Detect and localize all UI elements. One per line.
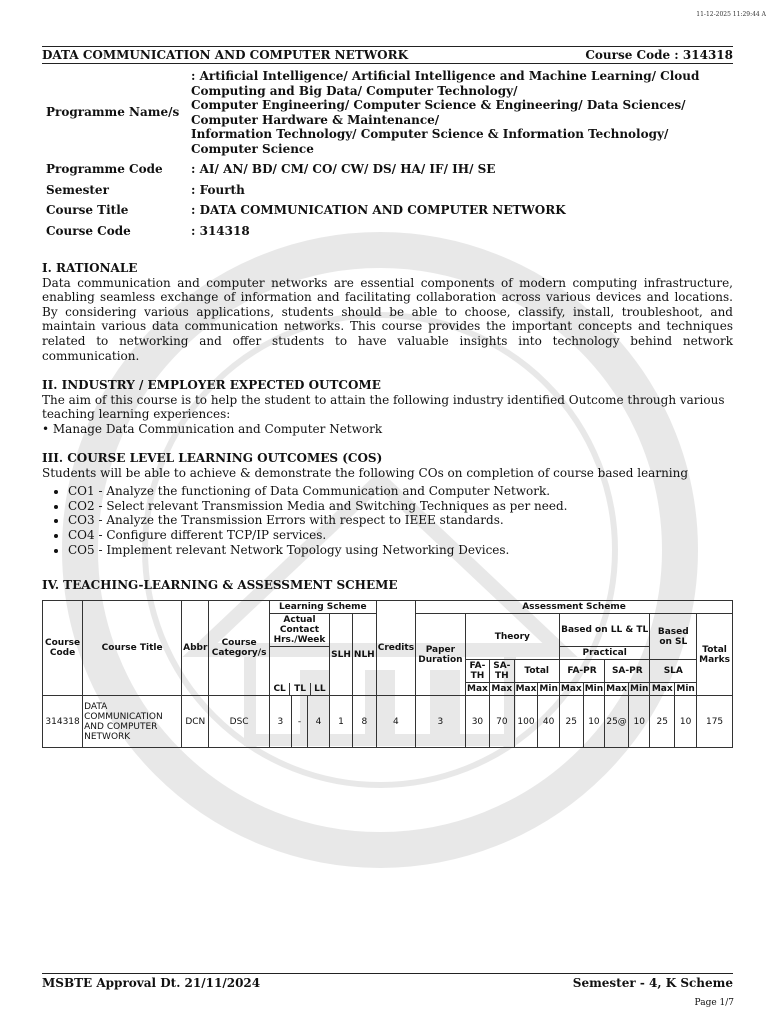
cell-title: DATA COMMUNICATION AND COMPUTER NETWORK bbox=[83, 696, 182, 748]
cell-sa-pr-min: 10 bbox=[629, 696, 650, 748]
th-min: Min bbox=[584, 684, 604, 694]
course-code-value: : 314318 bbox=[191, 223, 250, 238]
cell-category: DSC bbox=[209, 696, 269, 748]
approval-date: MSBTE Approval Dt. 21/11/2024 bbox=[42, 976, 261, 990]
th-cl: CL bbox=[270, 683, 290, 695]
scheme-section bbox=[42, 578, 733, 593]
th-ll: LL bbox=[314, 684, 326, 694]
page-footer bbox=[42, 973, 733, 990]
th-course-code: Course Code bbox=[43, 601, 83, 696]
course-code-label: Course Code bbox=[46, 223, 131, 238]
page-header bbox=[42, 46, 733, 64]
cell-sla-max: 25 bbox=[650, 696, 675, 748]
outcome-heading: II. INDUSTRY / EMPLOYER EXPECTED OUTCOME bbox=[42, 378, 381, 392]
course-title-label: Course Title bbox=[46, 203, 129, 217]
cell-tl: - bbox=[292, 696, 308, 748]
th-sa-pr: SA-PR bbox=[605, 660, 650, 683]
outcome-text: The aim of this course is to help the student to attain the following industry identified Outcome through various teaching learning experiences: bbox=[42, 392, 725, 422]
th-sla: SLA bbox=[650, 660, 697, 683]
course-code-row bbox=[42, 221, 733, 242]
cell-nlh: 8 bbox=[352, 696, 376, 748]
cell-slh: 1 bbox=[330, 696, 353, 748]
th-contact-hours: Actual Contact Hrs./Week bbox=[269, 614, 329, 647]
cell-ll: 4 bbox=[307, 696, 329, 748]
th-category: Course Category/s bbox=[209, 601, 269, 696]
th-learning-scheme: Learning Scheme bbox=[269, 601, 376, 614]
course-title-value: : DATA COMMUNICATION AND COMPUTER NETWORK bbox=[191, 203, 566, 217]
print-timestamp: 11-12-2025 11:29:44 A bbox=[696, 11, 766, 18]
th-min: Min bbox=[539, 684, 558, 694]
rationale-text: Data communication and computer networks are essential components of modern computing infrastructure, enabling seamless exchange of information and facilitating collaboration across various devices and locations. By considering various applications, students should be able to choose, classify, install, troubleshoot, and maintain various data communication networks. This course provides the important concepts and techniques related to networking and offer students to have valuable insights into technology behind network communication. bbox=[42, 275, 733, 363]
course-title-row bbox=[42, 200, 733, 221]
teaching-assessment-table bbox=[42, 600, 733, 748]
co-item: • CO3 - Analyze the Transmission Errors with respect to IEEE standards. bbox=[68, 513, 733, 528]
programme-name-line: : Artificial Intelligence/ Artificial Intelligence and Machine Learning/ Cloud Computing and Big Data/ Computer Technology/ bbox=[191, 69, 700, 98]
th-min: Min bbox=[676, 684, 695, 694]
th-slh: SLH bbox=[330, 614, 353, 696]
th-max: Max bbox=[491, 684, 513, 694]
th-course-title: Course Title bbox=[83, 601, 182, 696]
cell-credits: 4 bbox=[376, 696, 415, 748]
table-row bbox=[43, 696, 733, 748]
co-list bbox=[42, 484, 733, 557]
programme-name-line: Computer Engineering/ Computer Science & Engineering/ Data Sciences/ Computer Hardware & Maintenance/ bbox=[191, 98, 686, 127]
header-course-title: DATA COMMUNICATION AND COMPUTER NETWORK bbox=[42, 48, 409, 62]
th-max: Max bbox=[651, 684, 673, 694]
programme-name-value bbox=[187, 66, 733, 159]
semester-row bbox=[42, 180, 733, 201]
programme-code-value: : AI/ AN/ BD/ CM/ CO/ CW/ DS/ HA/ IF/ IH/ SE bbox=[191, 162, 496, 176]
th-paper-duration: Paper Duration bbox=[416, 614, 466, 696]
th-based-sl: Based on SL bbox=[650, 614, 697, 660]
cell-total-min: 40 bbox=[538, 696, 559, 748]
cell-fa-th-max: 30 bbox=[465, 696, 489, 748]
contact-subtable bbox=[270, 683, 329, 695]
programme-name-line: Information Technology/ Computer Science & Information Technology/ Computer Science bbox=[191, 127, 669, 156]
header-course-code: Course Code : 314318 bbox=[585, 48, 733, 62]
co-item: • CO5 - Implement relevant Network Topology using Networking Devices. bbox=[68, 543, 733, 558]
page-number: Page 1/7 bbox=[694, 998, 734, 1008]
rationale-section bbox=[42, 261, 733, 363]
th-max: Max bbox=[606, 684, 627, 694]
rationale-heading: I. RATIONALE bbox=[42, 261, 138, 275]
th-theory: Theory bbox=[465, 614, 559, 660]
cell-fa-pr-min: 10 bbox=[583, 696, 604, 748]
cell-code: 314318 bbox=[43, 696, 83, 748]
th-sa-th: SA-TH bbox=[490, 660, 514, 683]
co-item: • CO4 - Configure different TCP/IP services. bbox=[68, 528, 733, 543]
th-max: Max bbox=[515, 684, 537, 694]
th-fa-th: FA-TH bbox=[465, 660, 489, 683]
cos-section bbox=[42, 451, 733, 557]
programme-code-label: Programme Code bbox=[46, 162, 163, 176]
cell-fa-pr-max: 25 bbox=[559, 696, 583, 748]
cell-sla-min: 10 bbox=[675, 696, 697, 748]
th-abbr: Abbr bbox=[182, 601, 209, 696]
cell-paper: 3 bbox=[416, 696, 466, 748]
cell-total-max: 100 bbox=[514, 696, 538, 748]
th-assessment-scheme: Assessment Scheme bbox=[416, 601, 733, 614]
th-based-ll-tl: Based on LL & TL bbox=[559, 614, 650, 647]
cell-abbr: DCN bbox=[182, 696, 209, 748]
semester-scheme: Semester - 4, K Scheme bbox=[572, 976, 733, 990]
programme-info-table bbox=[42, 66, 733, 241]
programme-code-row bbox=[42, 159, 733, 180]
th-total: Total bbox=[514, 660, 559, 683]
th-fa-pr: FA-PR bbox=[559, 660, 604, 683]
programme-name-row bbox=[42, 66, 733, 159]
th-credits: Credits bbox=[376, 601, 415, 696]
th-practical: Practical bbox=[559, 647, 650, 660]
cell-total-marks: 175 bbox=[697, 696, 733, 748]
semester-label: Semester bbox=[46, 182, 109, 197]
th-contact-split bbox=[269, 647, 329, 696]
cos-intro: Students will be able to achieve & demonstrate the following COs on completion of course based learning bbox=[42, 465, 689, 480]
cell-cl: 3 bbox=[269, 696, 291, 748]
cell-sa-pr-max: 25@ bbox=[605, 696, 629, 748]
outcome-bullet: • Manage Data Communication and Computer Network bbox=[42, 421, 383, 436]
semester-value: : Fourth bbox=[191, 182, 245, 197]
th-max: Max bbox=[467, 684, 488, 694]
outcome-section bbox=[42, 378, 733, 436]
th-min: Min bbox=[630, 684, 649, 694]
co-item: • CO2 - Select relevant Transmission Media and Switching Techniques as per need. bbox=[68, 499, 733, 514]
scheme-heading: IV. TEACHING-LEARNING & ASSESSMENT SCHEME bbox=[42, 578, 398, 592]
programme-name-label: Programme Name/s bbox=[46, 105, 180, 120]
cos-heading: III. COURSE LEVEL LEARNING OUTCOMES (COS) bbox=[42, 451, 383, 465]
cell-sa-th-max: 70 bbox=[490, 696, 514, 748]
th-total-marks: Total Marks bbox=[697, 614, 733, 696]
co-item: • CO1 - Analyze the functioning of Data Communication and Computer Network. bbox=[68, 484, 733, 499]
th-tl: TL bbox=[290, 683, 310, 695]
th-nlh: NLH bbox=[352, 614, 376, 696]
th-max: Max bbox=[560, 684, 582, 694]
